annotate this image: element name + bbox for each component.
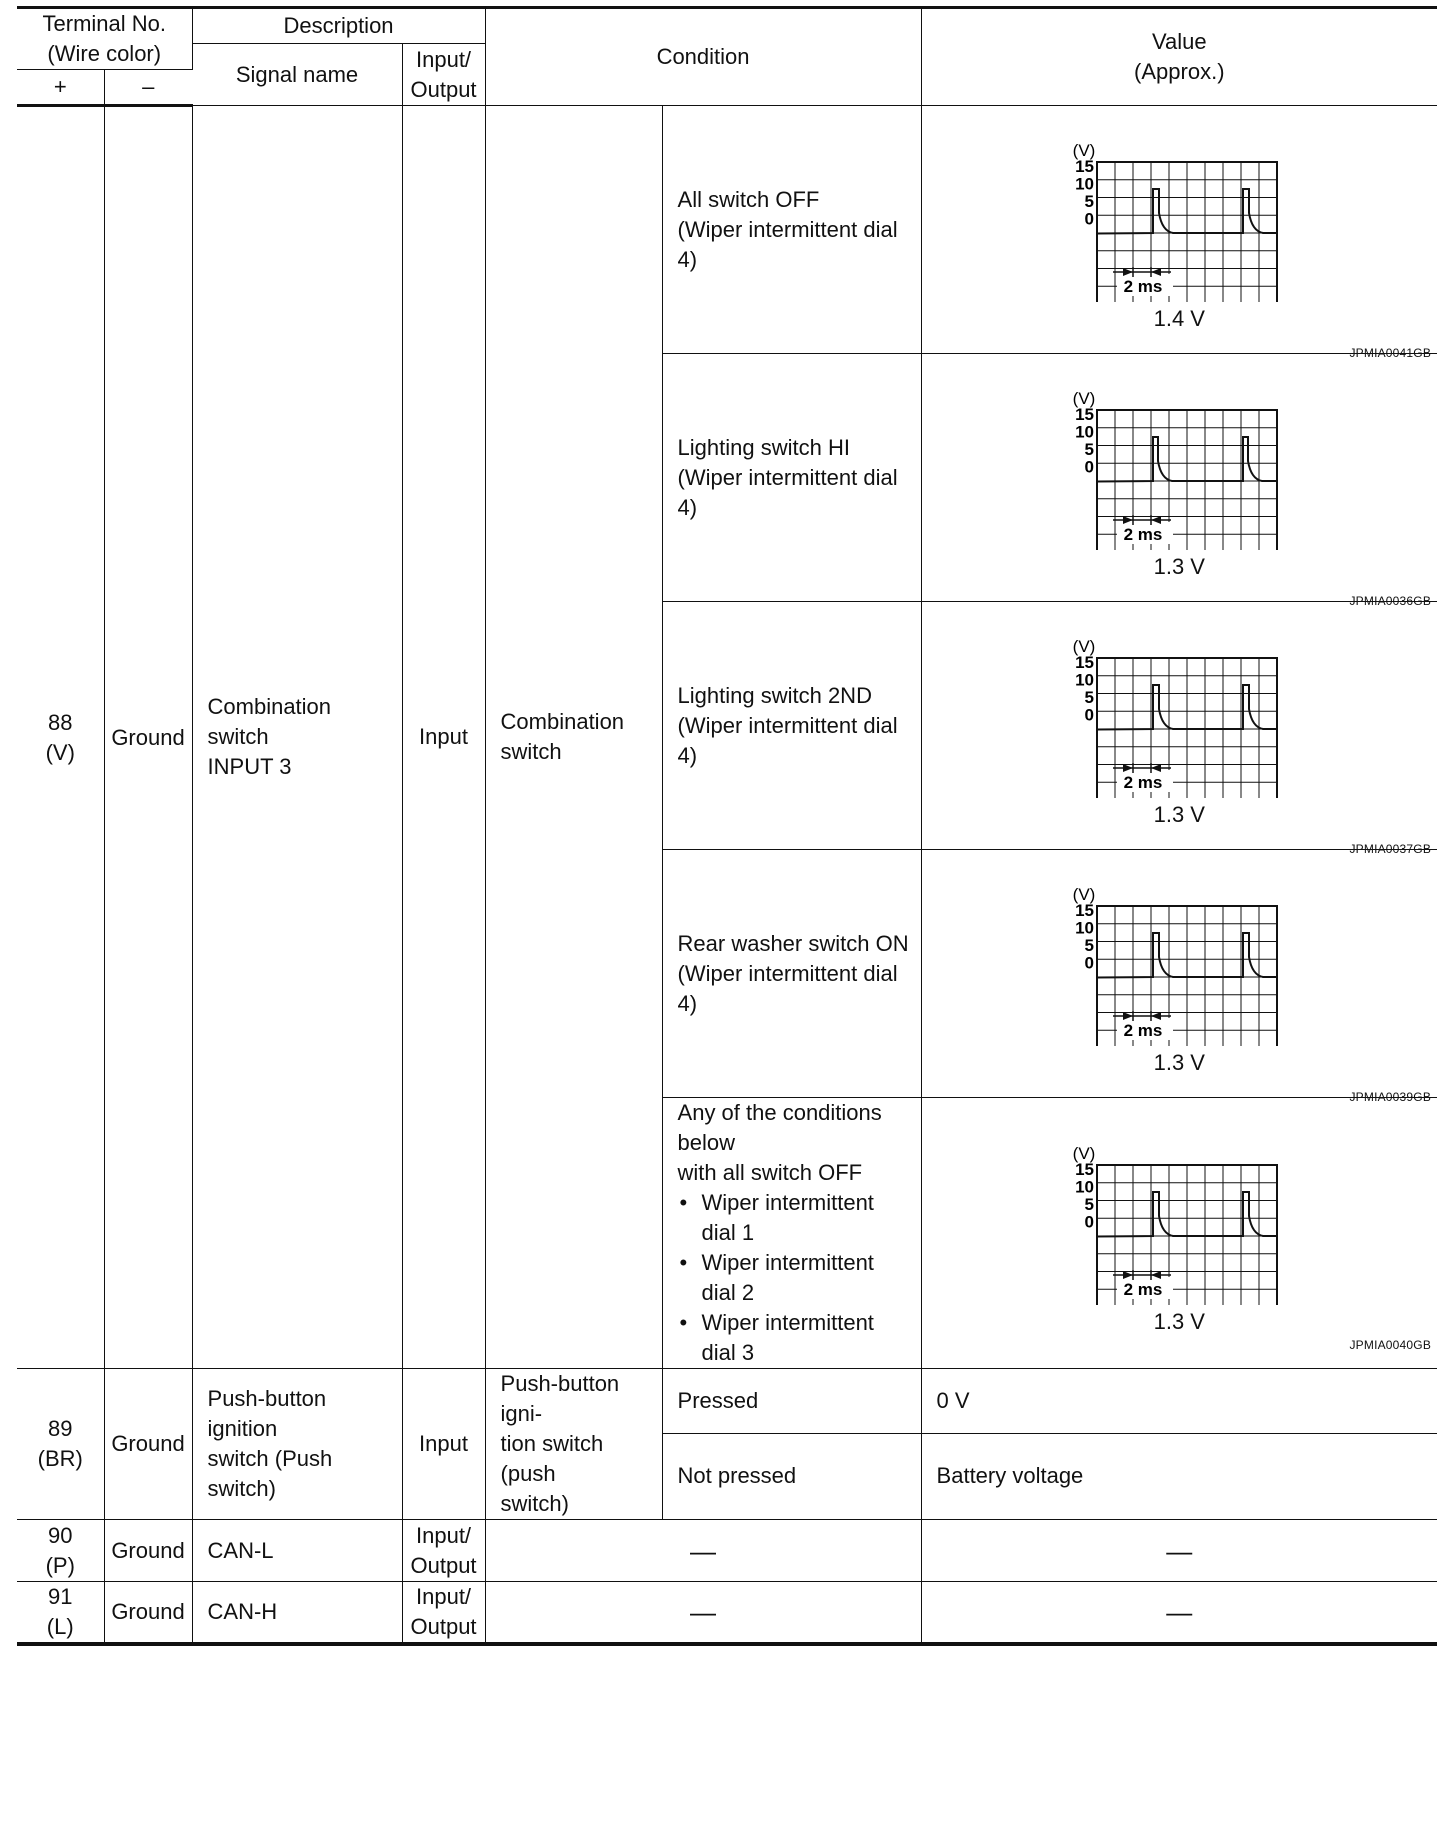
oscilloscope-waveform-4 <box>1034 1129 1324 1305</box>
oscilloscope-waveform-2 <box>1034 622 1324 798</box>
condition-group-88 <box>485 106 662 1369</box>
signal-name-89-text: Push-button ignition switch (Push switch) <box>207 1386 333 1501</box>
table-row-88 <box>17 106 1437 354</box>
scope-unit-label: (V) <box>1072 1144 1096 1163</box>
condition-88-2 <box>662 602 921 850</box>
io-88: Input <box>402 106 485 1369</box>
terminal-88-text: 88 (V) <box>45 709 75 765</box>
ground-90: Ground <box>104 1520 192 1582</box>
condition-88-2-text: Lighting switch 2ND (Wiper intermittent dial 4) <box>677 682 898 768</box>
signal-name-91: CAN-H <box>192 1582 402 1645</box>
condition-89-not-pressed: Not pressed <box>662 1433 921 1519</box>
value-91: — <box>921 1582 1437 1645</box>
scope-tick-label: 0 <box>1084 1212 1095 1232</box>
value-88-1 <box>921 354 1437 608</box>
condition-88-3-text: Rear washer switch ON (Wiper intermittent dial 4) <box>677 930 909 1016</box>
condition-88-4 <box>662 1098 921 1369</box>
condition-group-88-text: Combination switch <box>500 709 625 764</box>
io-89: Input <box>402 1369 485 1520</box>
scope-unit-label: (V) <box>1072 884 1096 904</box>
scope-value-2: 1.3 V <box>1153 801 1205 827</box>
terminal-spec-table <box>17 6 1437 1646</box>
condition-91: — <box>485 1582 921 1645</box>
scope-code-2: JPMIA0037GB <box>1349 842 1432 856</box>
ground-89: Ground <box>104 1369 192 1520</box>
scope-tick-label: 0 <box>1084 209 1095 228</box>
io-90-text: Input/ Output <box>410 1522 477 1578</box>
scope-value-3: 1.3 V <box>1153 1049 1205 1075</box>
condition-88-1 <box>662 354 921 602</box>
value-88-4 <box>921 1098 1437 1369</box>
scope-tick-label: 15 <box>1075 652 1095 672</box>
ground-91: Ground <box>104 1582 192 1645</box>
ground-88: Ground <box>104 106 192 1369</box>
condition-88-0 <box>662 106 921 354</box>
scope-code-4: JPMIA0040GB <box>1349 1338 1432 1352</box>
oscilloscope-waveform-1 <box>1034 374 1324 550</box>
header-value-text: Value (Approx.) <box>1134 29 1225 84</box>
table-row-90 <box>17 1520 1437 1582</box>
terminal-89-text: 89 (BR) <box>37 1416 83 1471</box>
header-value <box>921 8 1437 106</box>
oscilloscope-waveform-0 <box>1034 126 1324 302</box>
scope-time-label: 2 ms <box>1123 276 1163 296</box>
header-condition: Condition <box>485 8 921 106</box>
scope-value-4: 1.3 V <box>1153 1309 1205 1334</box>
header-terminal-no-text: Terminal No. (Wire color) <box>42 11 166 66</box>
terminal-89 <box>17 1369 104 1520</box>
io-91 <box>402 1582 485 1645</box>
scope-tick-label: 10 <box>1075 1177 1095 1197</box>
scope-tick-label: 5 <box>1084 687 1095 707</box>
terminal-90-text: 90 (P) <box>45 1522 75 1578</box>
scope-tick-label: 15 <box>1075 900 1095 920</box>
header-plus: + <box>17 70 104 106</box>
scope-time-label: 2 ms <box>1123 524 1163 544</box>
scope-tick-label: 0 <box>1084 705 1095 724</box>
condition-88-4-bullets <box>678 1188 913 1368</box>
scope-tick-label: 5 <box>1084 439 1095 459</box>
scope-tick-label: 10 <box>1075 670 1095 689</box>
value-89-pressed: 0 V <box>921 1369 1437 1434</box>
scope-value-0: 1.4 V <box>1153 305 1205 331</box>
condition-90: — <box>485 1520 921 1582</box>
value-88-0 <box>921 106 1437 360</box>
condition-88-4-text: Any of the conditions below with all switch OFF <box>677 1100 882 1185</box>
condition-89-pressed: Pressed <box>662 1369 921 1434</box>
scope-time-label: 2 ms <box>1123 1280 1163 1299</box>
bullet-item: • Wiper intermittent dial 2 <box>678 1248 913 1308</box>
condition-group-89 <box>485 1369 662 1520</box>
terminal-90 <box>17 1520 104 1582</box>
terminal-91-text: 91 (L) <box>46 1584 74 1639</box>
scope-code-0: JPMIA0041GB <box>1349 346 1432 360</box>
header-terminal-no <box>17 8 192 70</box>
condition-88-3 <box>662 850 921 1098</box>
scope-code-1: JPMIA0036GB <box>1349 594 1432 608</box>
terminal-88 <box>17 106 104 1369</box>
scope-time-label: 2 ms <box>1123 1020 1163 1040</box>
signal-name-90: CAN-L <box>192 1520 402 1582</box>
value-88-2 <box>921 602 1437 856</box>
value-90: — <box>921 1520 1437 1582</box>
header-description: Description <box>192 8 485 44</box>
io-90 <box>402 1520 485 1582</box>
scope-unit-label: (V) <box>1072 388 1096 408</box>
condition-88-1-text: Lighting switch HI (Wiper intermittent dial 4) <box>677 434 898 520</box>
scope-value-1: 1.3 V <box>1153 553 1205 579</box>
bullet-item: • Wiper intermittent dial 1 <box>678 1188 913 1248</box>
scope-tick-label: 5 <box>1084 1195 1095 1214</box>
oscilloscope-waveform-3 <box>1034 870 1324 1046</box>
bullet-item: • Wiper intermittent dial 3 <box>678 1308 913 1368</box>
scope-tick-label: 0 <box>1084 457 1095 476</box>
scope-unit-label: (V) <box>1072 140 1096 160</box>
scope-tick-label: 10 <box>1075 918 1095 937</box>
condition-group-89-text: Push-button igni- tion switch (push switch) <box>500 1371 620 1516</box>
scope-unit-label: (V) <box>1072 636 1096 656</box>
value-88-3 <box>921 850 1437 1104</box>
scope-time-label: 2 ms <box>1123 772 1163 792</box>
scope-tick-label: 10 <box>1075 422 1095 441</box>
scope-tick-label: 0 <box>1084 953 1095 972</box>
io-91-text: Input/ Output <box>410 1584 477 1639</box>
header-signal-name: Signal name <box>192 44 402 106</box>
scope-code-3: JPMIA0039GB <box>1349 1090 1432 1104</box>
terminal-91 <box>17 1582 104 1645</box>
table-row-89 <box>17 1369 1437 1434</box>
scope-tick-label: 15 <box>1075 1160 1095 1179</box>
scope-tick-label: 5 <box>1084 935 1095 955</box>
table-row-91 <box>17 1582 1437 1645</box>
header-input-output-text: Input/ Output <box>410 46 477 102</box>
header-minus: – <box>104 70 192 106</box>
condition-88-0-text: All switch OFF (Wiper intermittent dial 4) <box>677 186 898 272</box>
value-89-not-pressed: Battery voltage <box>921 1433 1437 1519</box>
scope-tick-label: 5 <box>1084 191 1095 211</box>
scope-tick-label: 10 <box>1075 174 1095 193</box>
scope-tick-label: 15 <box>1075 404 1095 424</box>
header-input-output <box>402 44 485 106</box>
signal-name-88-text: Combination switch INPUT 3 <box>207 694 332 779</box>
scope-tick-label: 15 <box>1075 156 1095 176</box>
signal-name-89 <box>192 1369 402 1520</box>
signal-name-88 <box>192 106 402 1369</box>
